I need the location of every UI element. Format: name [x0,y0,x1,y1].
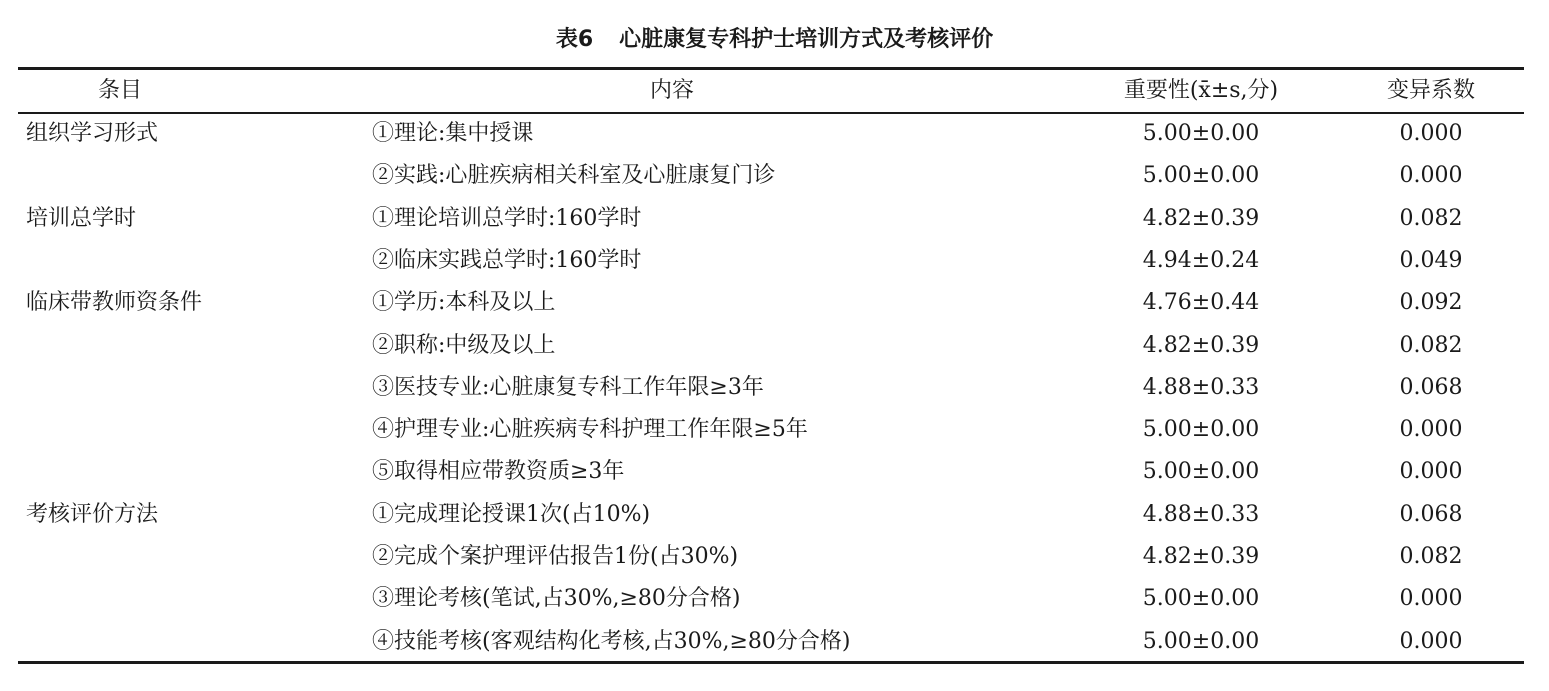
row-importance: 5.00±0.00 [1142,121,1260,146]
table-row [0,282,1549,324]
table-row [0,409,1549,451]
row-importance: 5.00±0.00 [1142,628,1260,654]
row-cv: 0.000 [1399,121,1463,146]
row-cv: 0.068 [1399,374,1463,400]
row-cv: 0.000 [1399,163,1463,189]
row-content: ⑤取得相应带教资质≥3年 [372,459,625,485]
row-item: 考核评价方法 [26,501,159,527]
table-row [0,536,1549,578]
row-content: ④技能考核(客观结构化考核,占30%,≥80分合格) [372,628,851,654]
row-importance: 4.82±0.39 [1142,205,1260,231]
header-content: 内容 [649,78,694,103]
row-cv: 0.049 [1399,247,1463,273]
row-content: ③医技专业:心脏康复专科工作年限≥3年 [372,374,764,400]
row-content: ④护理专业:心脏疾病专科护理工作年限≥5年 [372,417,808,443]
header-cv: 变异系数 [1386,78,1475,103]
table-title: 心脏康复专科护士培训方式及考核评价 [619,27,994,52]
row-importance: 5.00±0.00 [1142,163,1260,189]
row-content: ②职称:中级及以上 [372,332,556,358]
table-row [0,578,1549,620]
row-content: ②临床实践总学时:160学时 [372,247,642,273]
row-item: 培训总学时 [26,205,137,231]
row-item: 临床带教师资条件 [26,290,203,316]
row-content: ①理论培训总学时:160学时 [372,205,642,231]
header-importance: 重要性(x̄±s,分) [1123,78,1279,103]
row-importance: 4.82±0.39 [1142,332,1260,358]
table-number: 表6 [555,27,594,52]
row-cv: 0.092 [1399,290,1463,316]
header-item: 条目 [97,78,142,103]
row-content: ①学历:本科及以上 [372,290,556,316]
row-content: ①理论:集中授课 [372,121,534,146]
row-cv: 0.000 [1399,586,1463,612]
bottom-rule [18,661,1524,664]
row-importance: 5.00±0.00 [1142,459,1260,485]
table-row [0,494,1549,536]
row-cv: 0.082 [1399,332,1463,358]
row-cv: 0.000 [1399,628,1463,654]
table-row [0,367,1549,409]
table-row [0,198,1549,240]
row-cv: 0.068 [1399,501,1463,527]
table-row [0,451,1549,493]
table-row [0,325,1549,367]
row-content: ③理论考核(笔试,占30%,≥80分合格) [372,586,741,612]
table-header-row [0,70,1549,112]
row-content: ②完成个案护理评估报告1份(占30%) [372,544,739,569]
row-importance: 4.88±0.33 [1142,501,1260,527]
row-importance: 4.94±0.24 [1142,247,1260,273]
row-importance: 4.82±0.39 [1142,544,1260,569]
row-cv: 0.000 [1399,417,1463,443]
row-importance: 4.88±0.33 [1142,374,1260,400]
row-cv: 0.082 [1399,205,1463,231]
row-importance: 4.76±0.44 [1142,290,1260,316]
table-row [0,113,1549,155]
table-row [0,621,1549,663]
row-cv: 0.082 [1399,544,1463,569]
table-row [0,155,1549,197]
row-item: 组织学习形式 [26,121,159,146]
table-row [0,240,1549,282]
row-content: ②实践:心脏疾病相关科室及心脏康复门诊 [372,163,776,189]
row-content: ①完成理论授课1次(占10%) [372,501,651,527]
row-cv: 0.000 [1399,459,1463,485]
row-importance: 5.00±0.00 [1142,586,1260,612]
row-importance: 5.00±0.00 [1142,417,1260,443]
table-caption [0,22,1549,58]
